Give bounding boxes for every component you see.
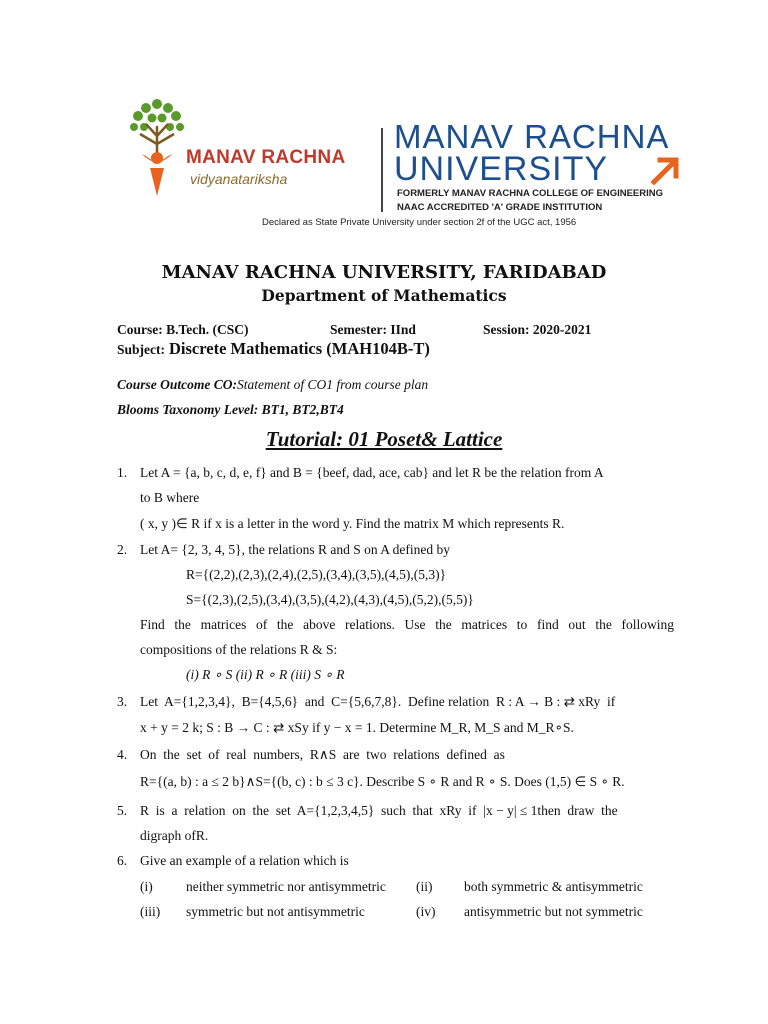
q6-option-ii-label: (ii) — [416, 879, 433, 894]
logo-right-line1: MANAV RACHNA — [394, 118, 670, 155]
q2-line1: Let A= {2, 3, 4, 5}, the relations R and S on A defined by — [140, 542, 451, 557]
q6-option-ii: both symmetric & antisymmetric — [464, 879, 643, 894]
logo-left-name: MANAV RACHNA — [186, 147, 346, 168]
q3-line1: Let A={1,2,3,4}, B={4,5,6} and C={5,6,7,8}. Define relation R : A → B : ⇄ xRy if — [140, 694, 616, 709]
q5-line1: R is a relation on the set A={1,2,3,4,5} such that xRy if |x − y| ≤ 1then draw the — [140, 803, 618, 818]
logo-left-tagline: vidyanatariksha — [190, 171, 288, 187]
course-outcome-label: Course Outcome CO: — [117, 377, 238, 392]
q2-relation-s: S={(2,3),(2,5),(3,4),(3,5),(4,2),(4,3),(4,5),(5,2),(5,5)} — [186, 592, 474, 607]
question-number: 6. — [117, 853, 128, 868]
q6-option-iii-label: (iii) — [140, 904, 161, 919]
ugc-declaration: Declared as State Private University under section 2f of the UGC act, 1956 — [262, 217, 577, 228]
q2-line5: compositions of the relations R & S: — [140, 642, 338, 657]
semester-label: Semester: IInd — [330, 322, 416, 337]
q2-relation-r: R={(2,2),(2,3),(2,4),(2,5),(3,4),(3,5),(4,5),(5,3)} — [186, 567, 447, 582]
logo-right-line4: NAAC ACCREDITED 'A' GRADE INSTITUTION — [397, 202, 603, 213]
question-number: 3. — [117, 694, 128, 709]
blooms-level: Blooms Taxonomy Level: BT1, BT2,BT4 — [117, 402, 344, 417]
q1-line3: ( x, y )∈ R if x is a letter in the word y. Find the matrix M which represents R. — [140, 516, 565, 531]
q5-line2: digraph ofR. — [140, 828, 209, 843]
q6-option-iii: symmetric but not antisymmetric — [186, 904, 365, 919]
arrow-up-right-icon — [648, 154, 682, 188]
logo-right-line3: FORMERLY MANAV RACHNA COLLEGE OF ENGINEERING — [397, 188, 664, 199]
course-outcome-text: Statement of CO1 from course plan — [237, 377, 429, 392]
course-outcome — [117, 376, 428, 394]
question-number: 1. — [117, 465, 128, 480]
session-label: Session: 2020-2021 — [483, 322, 592, 337]
university-title: MANAV RACHNA UNIVERSITY, FARIDABAD — [161, 262, 607, 283]
subject-line — [117, 339, 430, 359]
q4-line2: R={(a, b) : a ≤ 2 b}∧S={(b, c) : b ≤ 3 c}. Describe S ∘ R and R ∘ S. Does (1,5) ∈ S ∘ R. — [140, 774, 625, 789]
course-label: Course: B.Tech. (CSC) — [117, 322, 249, 337]
logo-right-line2: UNIVERSITY — [394, 150, 609, 188]
question-number: 5. — [117, 803, 128, 818]
tutorial-title: Tutorial: 01 Poset& Lattice — [265, 427, 503, 451]
q6-option-iv: antisymmetric but not symmetric — [464, 904, 643, 919]
q6-option-iv-label: (iv) — [416, 904, 436, 919]
subject-label: Subject: — [117, 342, 165, 357]
q6-option-i: neither symmetric nor antisymmetric — [186, 879, 386, 894]
question-number: 2. — [117, 542, 128, 557]
q3-line2: x + y = 2 k; S : B → C : ⇄ xSy if y − x = 1. Determine M_R, M_S and M_R∘S. — [140, 720, 574, 735]
q1-line1: Let A = {a, b, c, d, e, f} and B = {beef, dad, ace, cab} and let R be the relation from A — [140, 465, 604, 480]
manav-rachna-tree-logo — [128, 96, 186, 208]
q2-line4: Find the matrices of the above relations. Use the matrices to find out the following — [140, 617, 674, 632]
logo-divider — [381, 128, 383, 212]
question-number: 4. — [117, 747, 128, 762]
subject-name: Discrete Mathematics (MAH104B-T) — [169, 339, 430, 358]
q6-line1: Give an example of a relation which is — [140, 853, 349, 868]
q4-line1: On the set of real numbers, R∧S are two relations defined as — [140, 747, 505, 762]
q1-line2: to B where — [140, 490, 200, 505]
department-title: Department of Mathematics — [261, 286, 507, 305]
q6-option-i-label: (i) — [140, 879, 153, 894]
q2-compositions: (i) R ∘ S (ii) R ∘ R (iii) S ∘ R — [186, 667, 345, 682]
